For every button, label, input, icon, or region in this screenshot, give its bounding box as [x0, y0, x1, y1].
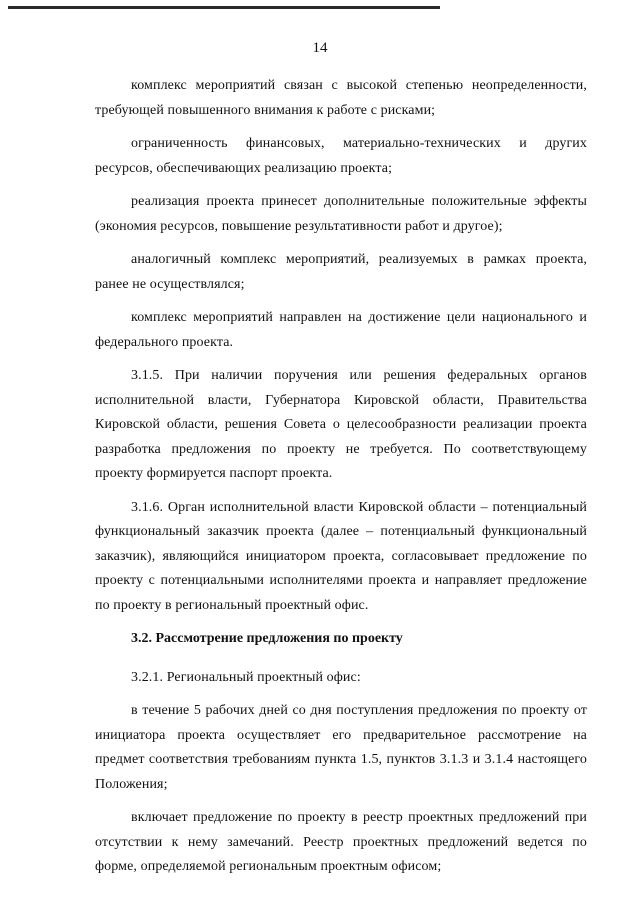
- paragraph-3-2-1: 3.2.1. Региональный проектный офис:: [131, 669, 361, 685]
- paragraph-3-1-6: 3.1.6. Орган исполнительной власти Кировской области – потенциальный функциональный заказчик проекта (далее – потенциальный функциональный заказчик), являющийся инициатором проекта, согласовывает предложение по проекту с потенциальными исполнителями проекта и направляет предложение по проекту в региональный проектный офис.: [95, 499, 587, 613]
- paragraph-high-uncertainty: комплекс мероприятий связан с высокой степенью неопределенности, требующей повышенного внимания к работе с рисками;: [95, 78, 587, 118]
- paragraph-national-goal: комплекс мероприятий направлен на достижение цели национального и федерального проекта.: [95, 310, 587, 350]
- paragraph-3-1-5: 3.1.5. При наличии поручения или решения федеральных органов исполнительной власти, Губернатора Кировской области, Правительства Кировской области, решения Совета о целесообразности реализации проекта разработка предложения по проекту не требуется. По соответствующему проекту формируется паспорт проекта.: [95, 368, 587, 481]
- paragraph-preliminary-review: в течение 5 рабочих дней со дня поступления предложения по проекту от инициатора проекта осуществляет его предварительное рассмотрение на предмет соответствия требованиям пункта 1.5, пунктов 3.1.3 и 3.1.4 настоящего Положения;: [95, 703, 587, 792]
- paragraph-not-implemented-before: аналогичный комплекс мероприятий, реализуемых в рамках проекта, ранее не осуществлялся;: [95, 252, 587, 292]
- page-number: 14: [312, 40, 328, 56]
- paragraph-limited-resources: ограниченность финансовых, материально-технических и других ресурсов, обеспечивающих реализацию проекта;: [95, 136, 587, 176]
- scan-edge-line: [8, 6, 440, 9]
- section-heading-3-2: 3.2. Рассмотрение предложения по проекту: [131, 631, 403, 646]
- paragraph-registry: включает предложение по проекту в реестр проектных предложений при отсутствии к нему замечаний. Реестр проектных предложений ведется по форме, определяемой региональным проектным офисом;: [95, 810, 587, 874]
- document-body: [95, 74, 587, 889]
- paragraph-additional-effects: реализация проекта принесет дополнительные положительные эффекты (экономия ресурсов, повышение результативности работ и другое);: [95, 194, 587, 234]
